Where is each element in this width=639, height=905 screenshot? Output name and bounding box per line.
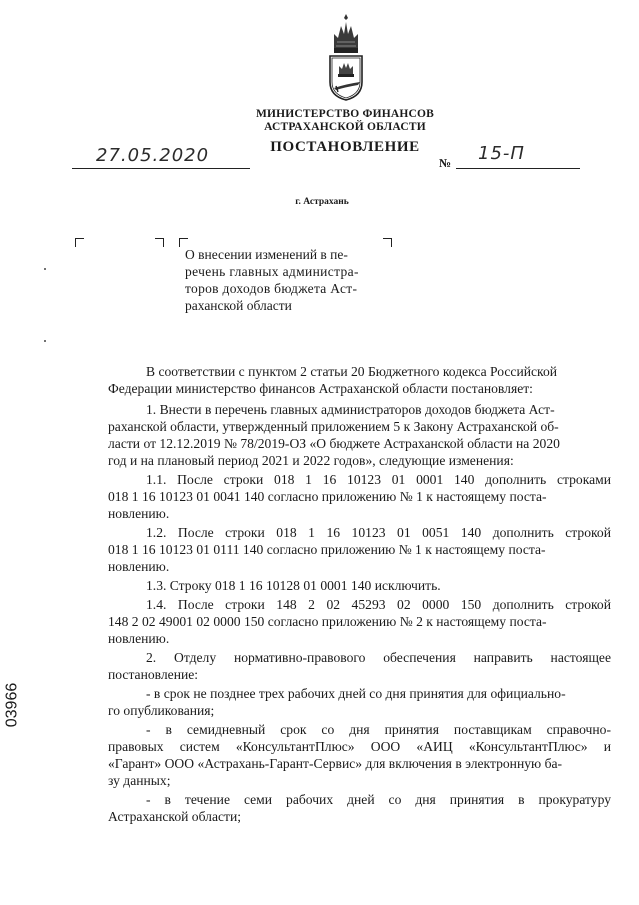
body-line: - в срок не позднее трех рабочих дней со дня принятия для официально- xyxy=(146,686,566,701)
scan-speck xyxy=(44,340,46,342)
body-line: 1.1. После строки 018 1 16 10123 01 0001 140 дополнить строками xyxy=(146,472,611,487)
document-type-title: ПОСТАНОВЛЕНИЕ xyxy=(270,139,420,155)
body-line: новлению. xyxy=(108,559,170,574)
body-line: - в семидневный срок со дня принятия поставщикам справочно- xyxy=(146,722,611,737)
body-line: 1.4. После строки 148 2 02 45293 02 0000 150 дополнить строкой xyxy=(146,597,611,612)
subject-line: торов доходов бюджета Аст- xyxy=(185,281,358,296)
body-line: новлению. xyxy=(108,506,170,521)
body-line: правовых систем «КонсультантПлюс» ООО «АИЦ «КонсультантПлюс» и xyxy=(108,739,611,754)
body-line: зу данных; xyxy=(108,773,171,788)
document-date: 27.05.2020 xyxy=(96,145,210,166)
body-line: новлению. xyxy=(108,631,170,646)
body-line: Астраханской области; xyxy=(108,809,242,824)
body-line: Федерации министерство финансов Астраханской области постановляет: xyxy=(108,381,533,396)
subject-line: раханской области xyxy=(185,298,292,313)
body-line: го опубликования; xyxy=(108,703,215,718)
subject-line: О внесении изменений в пе- xyxy=(185,247,348,262)
date-underline xyxy=(72,168,250,169)
corner-mark-top-right xyxy=(155,238,164,247)
subject-line: речень главных администра- xyxy=(185,264,359,279)
body-line: 1.3. Строку 018 1 16 10128 01 0001 140 исключить. xyxy=(146,578,441,593)
coat-of-arms-icon xyxy=(324,12,368,102)
body-line: год и на плановый период 2021 и 2022 годов», следующие изменения: xyxy=(108,453,514,468)
ministry-name-line1: МИНИСТЕРСТВО ФИНАНСОВ xyxy=(255,108,435,120)
body-line: 018 1 16 10123 01 0111 140 согласно приложению № 1 к настоящему поста- xyxy=(108,542,546,557)
ministry-name-line2: АСТРАХАНСКОЙ ОБЛАСТИ xyxy=(264,121,426,133)
body-line: 2. Отделу нормативно-правового обеспечения направить настоящее xyxy=(146,650,611,665)
margin-code-text: 03966 xyxy=(3,682,21,728)
body-line: 018 1 16 10123 01 0041 140 согласно приложению № 1 к настоящему поста- xyxy=(108,489,547,504)
body-line: 148 2 02 49001 02 0000 150 согласно приложению № 2 к настоящему поста- xyxy=(108,614,547,629)
scan-speck xyxy=(44,268,46,270)
number-underline xyxy=(456,168,580,169)
body-line: раханской области, утвержденный приложением 5 к Закону Астраханской об- xyxy=(108,419,559,434)
body-line: ласти от 12.12.2019 № 78/2019-ОЗ «О бюджете Астраханской области на 2020 xyxy=(108,436,560,451)
document-number: 15-П xyxy=(478,143,525,164)
corner-mark-top-left xyxy=(75,238,84,247)
margin-registration-code xyxy=(3,678,28,738)
body-line: 1.2. После строки 018 1 16 10123 01 0051 140 дополнить строкой xyxy=(146,525,611,540)
city-label: г. Астрахань xyxy=(295,197,349,207)
number-sign: № xyxy=(439,156,452,170)
body-line: 1. Внести в перечень главных администраторов доходов бюджета Аст- xyxy=(146,402,555,417)
body-line: В соответствии с пунктом 2 статьи 20 Бюджетного кодекса Российской xyxy=(146,364,558,379)
body-line: постановление: xyxy=(108,667,199,682)
document-subject xyxy=(185,246,390,314)
body-line: «Гарант» ООО «Астрахань-Гарант-Сервис» для включения в электронную ба- xyxy=(108,756,563,771)
body-line: - в течение семи рабочих дней со дня принятия в прокуратуру xyxy=(146,792,611,807)
ministry-name xyxy=(200,108,490,134)
